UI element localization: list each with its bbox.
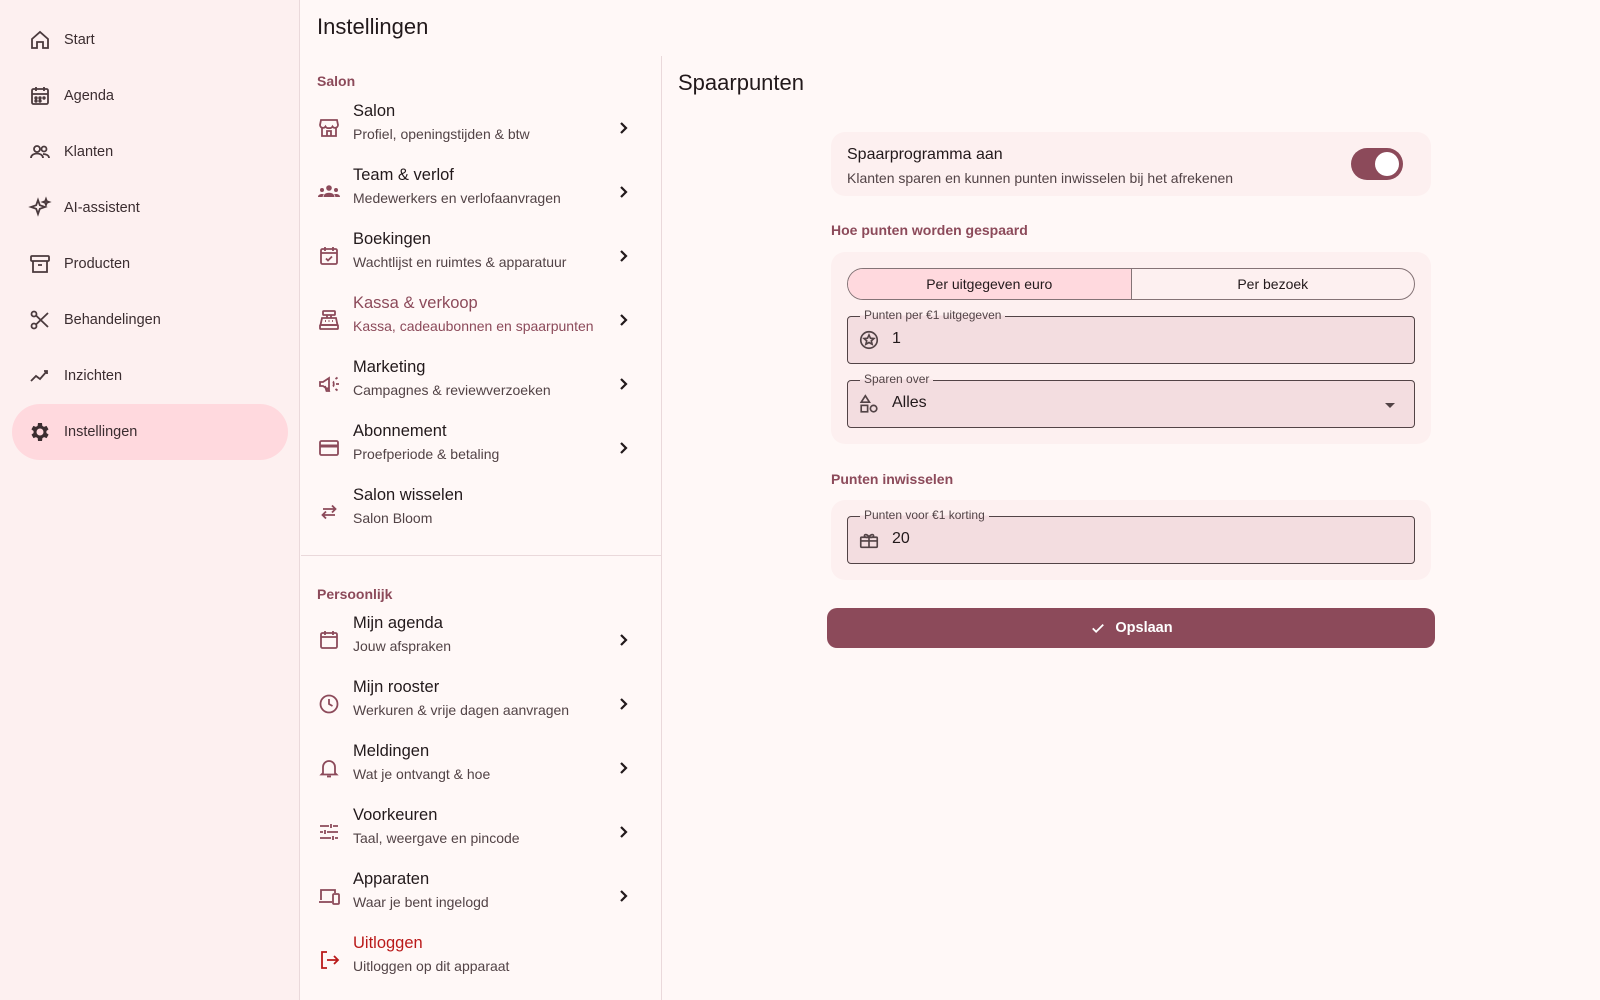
chevron-right-icon (611, 756, 635, 780)
points-per-euro-label: Punten per €1 uitgegeven (860, 308, 1005, 322)
settings-item-title: Meldingen (353, 742, 430, 760)
settings-item-subtitle: Kassa, cadeaubonnen en spaarpunten (353, 318, 594, 334)
chevron-right-icon (611, 244, 635, 268)
earn-heading: Hoe punten worden gespaard (831, 222, 1028, 238)
program-toggle-switch[interactable] (1351, 148, 1403, 180)
settings-item-subtitle: Taal, weergave en pincode (353, 830, 520, 846)
settings-item-team-verlof[interactable] (301, 160, 661, 224)
page-title: Instellingen (317, 14, 429, 39)
settings-list (301, 56, 662, 1000)
settings-item-meldingen[interactable] (301, 736, 661, 800)
calendar-icon (317, 628, 341, 652)
chevron-right-icon (611, 884, 635, 908)
nav-item-label: Behandelingen (64, 312, 161, 328)
earn-scope-label: Sparen over (860, 372, 933, 386)
settings-item-marketing[interactable] (301, 352, 661, 416)
settings-item-title: Voorkeuren (353, 806, 438, 824)
settings-item-subtitle: Wat je ontvangt & hoe (353, 766, 491, 782)
settings-item-mijn-agenda[interactable] (301, 608, 661, 672)
save-button[interactable] (827, 608, 1435, 648)
detail-title: Spaarpunten (678, 70, 804, 95)
cash-register-icon (317, 308, 341, 332)
section-divider (301, 555, 661, 556)
swap-icon (317, 500, 341, 524)
nav-item-klanten[interactable] (12, 124, 288, 180)
points-per-discount-label: Punten voor €1 korting (860, 508, 989, 522)
nav-item-start[interactable] (12, 12, 288, 68)
tune-icon (317, 820, 341, 844)
section-label-persoonlijk: Persoonlijk (317, 586, 393, 602)
archive-box-icon (28, 252, 52, 276)
earn-scope-value: Alles (892, 394, 927, 411)
nav-item-label: Klanten (64, 144, 114, 160)
logout-icon (317, 948, 341, 972)
points-per-discount-value: 20 (892, 530, 910, 547)
settings-item-apparaten[interactable] (301, 864, 661, 928)
settings-item-subtitle: Proefperiode & betaling (353, 446, 500, 462)
groups-icon (317, 180, 341, 204)
bell-icon (317, 756, 341, 780)
earn-mode-segmented (847, 268, 1415, 300)
chevron-right-icon (611, 180, 635, 204)
nav-item-inzichten[interactable] (12, 348, 288, 404)
settings-item-title: Kassa & verkoop (353, 294, 478, 312)
settings-item-mijn-rooster[interactable] (301, 672, 661, 736)
points-per-euro-value: 1 (892, 330, 901, 347)
settings-item-subtitle: Jouw afspraken (353, 638, 452, 654)
settings-item-kassa-verkoop[interactable] (301, 288, 661, 352)
settings-item-title: Mijn agenda (353, 614, 443, 632)
settings-item-title: Marketing (353, 358, 426, 376)
program-toggle-title: Spaarprogramma aan (847, 146, 1003, 163)
settings-item-subtitle: Waar je bent ingelogd (353, 894, 489, 910)
settings-item-subtitle: Salon Bloom (353, 510, 433, 526)
people-icon (28, 140, 52, 164)
chevron-right-icon (611, 692, 635, 716)
star-badge-icon (858, 329, 880, 351)
storefront-icon (317, 116, 341, 140)
chevron-right-icon (611, 820, 635, 844)
settings-item-subtitle: Werkuren & vrije dagen aanvragen (353, 702, 570, 718)
switch-knob (1375, 152, 1399, 176)
earn-scope-select[interactable] (847, 372, 1415, 428)
nav-item-label: Instellingen (64, 424, 138, 440)
nav-item-label: Producten (64, 256, 131, 272)
points-per-euro-field[interactable] (847, 308, 1415, 364)
check-icon (1089, 619, 1107, 637)
nav-item-label: AI-assistent (64, 200, 140, 216)
event-check-icon (317, 244, 341, 268)
nav-item-behandelingen[interactable] (12, 292, 288, 348)
settings-item-title: Apparaten (353, 870, 430, 888)
navigation-rail (0, 0, 300, 1000)
megaphone-icon (317, 372, 341, 396)
settings-item-title: Mijn rooster (353, 678, 440, 696)
settings-item-title: Abonnement (353, 422, 447, 440)
settings-item-subtitle: Wachtlijst en ruimtes & apparatuur (353, 254, 567, 270)
redeem-gift-icon (858, 529, 880, 551)
program-toggle-card (831, 132, 1431, 196)
home-icon (28, 28, 52, 52)
earn-card (831, 252, 1431, 444)
section-label-salon: Salon (317, 73, 356, 89)
settings-item-subtitle: Campagnes & reviewverzoeken (353, 382, 551, 398)
save-button-label: Opslaan (1115, 620, 1173, 636)
settings-item-boekingen[interactable] (301, 224, 661, 288)
credit-card-icon (317, 436, 341, 460)
chevron-right-icon (611, 116, 635, 140)
calendar-icon (28, 84, 52, 108)
segment-per-euro[interactable]: Per uitgegeven euro (848, 269, 1132, 299)
nav-item-label: Start (64, 32, 95, 48)
nav-item-label: Inzichten (64, 368, 123, 384)
settings-item-subtitle: Medewerkers en verlofaanvragen (353, 190, 561, 206)
settings-item-salon[interactable] (301, 96, 661, 160)
segment-per-visit[interactable]: Per bezoek (1237, 276, 1309, 292)
redeem-card (831, 500, 1431, 580)
gear-icon (28, 420, 52, 444)
settings-item-title: Team & verlof (353, 166, 454, 184)
settings-item-voorkeuren[interactable] (301, 800, 661, 864)
settings-item-title: Salon wisselen (353, 486, 464, 504)
nav-item-producten[interactable] (12, 236, 288, 292)
nav-item-label: Agenda (64, 88, 114, 104)
settings-item-title: Uitloggen (353, 934, 423, 952)
clock-icon (317, 692, 341, 716)
settings-item-title: Boekingen (353, 230, 431, 248)
settings-item-subtitle: Uitloggen op dit apparaat (353, 958, 510, 974)
points-per-discount-field[interactable] (847, 508, 1415, 564)
devices-icon (317, 884, 341, 908)
settings-item-uitloggen[interactable] (301, 928, 661, 992)
settings-item-abonnement[interactable] (301, 416, 661, 480)
chevron-right-icon (611, 436, 635, 460)
nav-item-ai-assistent[interactable] (12, 180, 288, 236)
category-shapes-icon (858, 393, 880, 415)
nav-item-agenda[interactable] (12, 68, 288, 124)
chevron-right-icon (611, 372, 635, 396)
dropdown-arrow-icon (1378, 393, 1402, 417)
trend-chart-icon (28, 364, 52, 388)
settings-item-subtitle: Profiel, openingstijden & btw (353, 126, 530, 142)
nav-item-instellingen[interactable] (12, 404, 288, 460)
settings-item-salon-wisselen[interactable] (301, 480, 661, 544)
chevron-right-icon (611, 628, 635, 652)
redeem-heading: Punten inwisselen (831, 471, 954, 487)
sparkle-icon (28, 196, 52, 220)
chevron-right-icon (611, 308, 635, 332)
settings-item-title: Salon (353, 102, 396, 120)
program-toggle-subtitle: Klanten sparen en kunnen punten inwisselen bij het afrekenen (847, 170, 1234, 186)
scissors-icon (28, 308, 52, 332)
